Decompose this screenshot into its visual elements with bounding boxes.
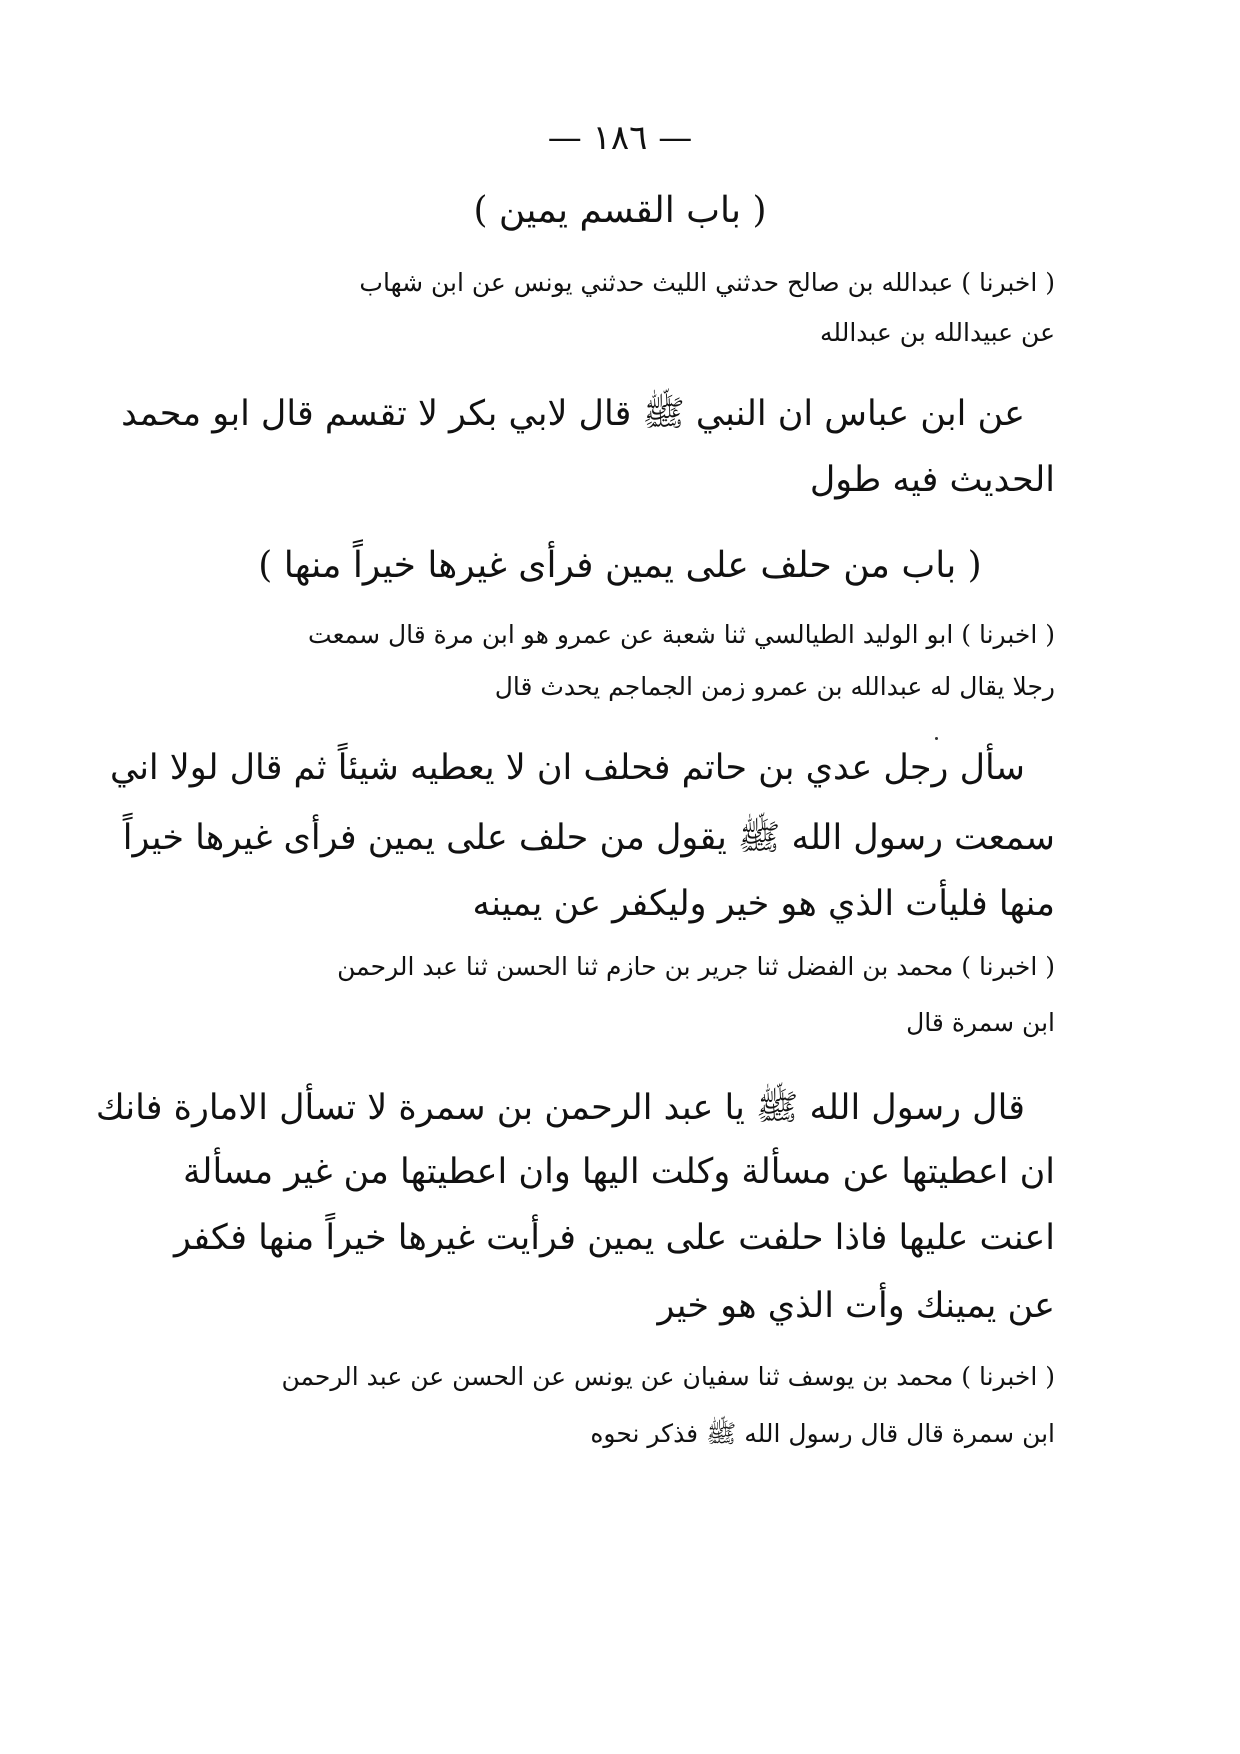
isnad-line: ( اخبرنا ) عبدالله بن صالح حدثني الليث حدثني يونس عن ابن شهاب [359,268,1055,297]
matn-line: اعنت عليها فاذا حلفت على يمين فرأيت غيرها خيراً منها فكفر [173,1218,1055,1258]
matn-line: ان اعطيتها عن مسألة وكلت اليها وان اعطيتها من غير مسألة [183,1152,1055,1192]
isnad-line: ابن سمرة قال قال رسول الله ﷺ فذكر نحوه [590,1419,1055,1448]
isnad-line: رجلا يقال له عبدالله بن عمرو زمن الجماجم يحدث قال [494,672,1055,701]
chapter-heading-oath: ( باب القسم يمين ) [473,190,767,231]
isnad-line: ( اخبرنا ) محمد بن الفضل ثنا جرير بن حازم ثنا الحسن ثنا عبد الرحمن [337,952,1055,981]
matn-line: سمعت رسول الله ﷺ يقول من حلف على يمين فرأى غيرها خيراً [122,818,1055,858]
matn-line: سأل رجل عدي بن حاتم فحلف ان لا يعطيه شيئاً ثم قال لولا اني [110,748,1025,788]
page-number: — ١٨٦ — [547,118,693,158]
matn-line: عن يمينك وأت الذي هو خير [657,1286,1055,1326]
chapter-heading-swore: ( باب من حلف على يمين فرأى غيرها خيراً منها ) [258,545,982,586]
isnad-line: ابن سمرة قال [906,1008,1055,1037]
isnad-line: ( اخبرنا ) ابو الوليد الطيالسي ثنا شعبة عن عمرو هو ابن مرة قال سمعت [308,620,1055,649]
matn-line: منها فليأت الذي هو خير وليكفر عن يمينه [472,884,1055,924]
isnad-line: ( اخبرنا ) محمد بن يوسف ثنا سفيان عن يونس عن الحسن عن عبد الرحمن [281,1362,1055,1391]
matn-line: عن ابن عباس ان النبي ﷺ قال لابي بكر لا تقسم قال ابو محمد [121,394,1025,434]
matn-line: قال رسول الله ﷺ يا عبد الرحمن بن سمرة لا تسأل الامارة فانك [95,1088,1025,1128]
matn-line: الحديث فيه طول [809,460,1055,500]
isnad-line: عن عبيدالله بن عبدالله [820,318,1055,347]
scan-speck [935,737,938,740]
